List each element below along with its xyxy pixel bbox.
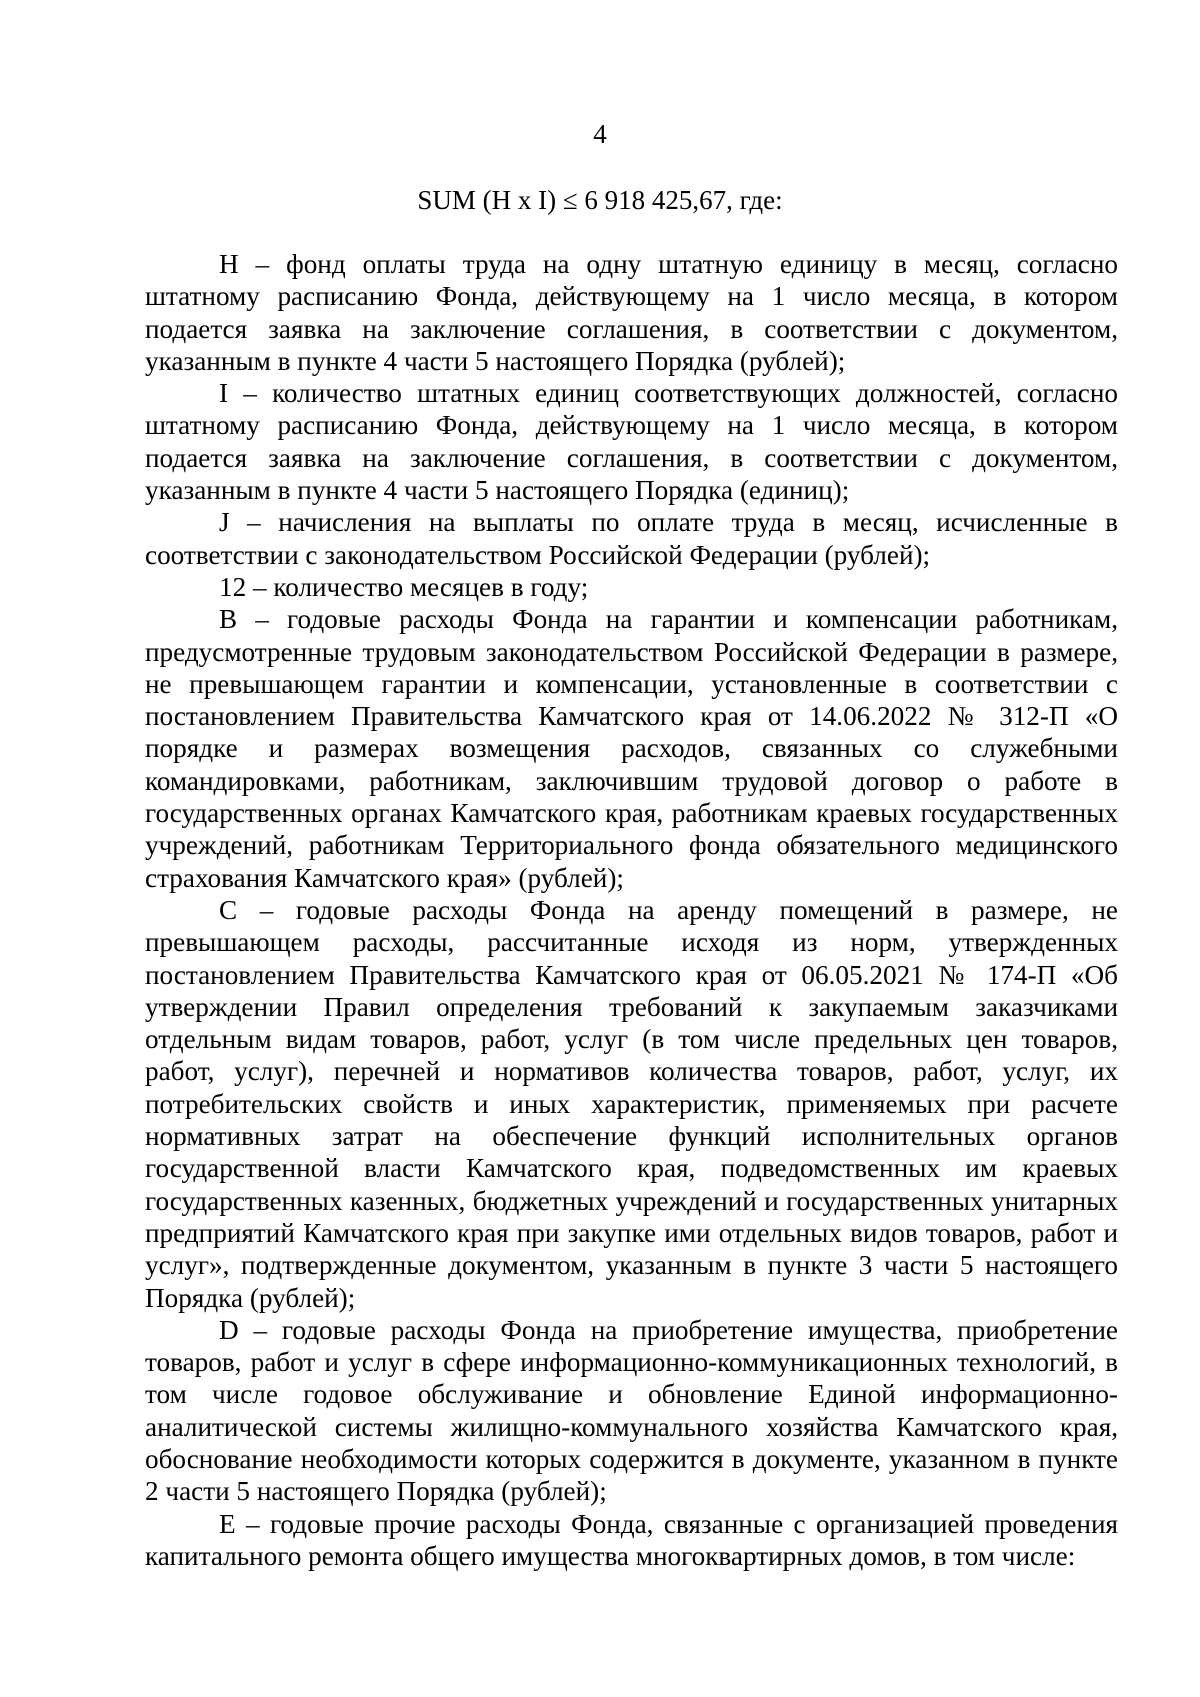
paragraph-c-definition: C – годовые расходы Фонда на аренду помещений в размере, не превышающем расходы, рассчитанные исходя из норм, утвержденных постановлением Правительства Камчатского края от 06.05.2021 № 174-П «Об утверждении Правил определения требований к закупаемым заказчиками отдельным видам товаров, работ, услуг (в том числе предельных цен товаров, работ, услуг), перечней и нормативов количества товаров, работ, услуг, их потребительских свойств и иных характеристик, применяемых при расчете нормативных затрат на обеспечение функций исполнительных органов государственной власти Камчатского края, подведомственных им краевых государственных казенных, бюджетных учреждений и государственных унитарных предприятий Камчатского края при закупке ими отдельных видов товаров, работ и услуг», подтвержденные документом, указанным в пункте 3 части 5 настоящего Порядка (рублей); <box>145 894 1118 1313</box>
paragraph-j-definition: J – начисления на выплаты по оплате труда в месяц, исчисленные в соответствии с законодательством Российской Федерации (рублей); <box>145 507 1118 570</box>
page-number: 4 <box>593 119 607 149</box>
formula-line: SUM (H x I) ≤ 6 918 425,67, где: <box>417 185 783 215</box>
paragraph-b-definition: B – годовые расходы Фонда на гарантии и компенсации работникам, предусмотренные трудовым законодательством Российской Федерации в размере, не превышающем гарантии и компенсации, установленные в соответствии с постановлением Правительства Камчатского края от 14.06.2022 № 312-П «О порядке и размерах возмещения расходов, связанных со служебными командировками, работникам, заключившим трудовой договор о работе в государственных органах Камчатского края, работникам краевых государственных учреждений, работникам Территориального фонда обязательного медицинского страхования Камчатского края» (рублей); <box>145 604 1118 893</box>
paragraph-12-definition: 12 – количество месяцев в году; <box>219 571 589 602</box>
paragraph-h-definition: H – фонд оплаты труда на одну штатную единицу в месяц, согласно штатному расписанию Фонда, действующему на 1 число месяца, в котором подается заявка на заключение соглашения, в соответствии с документом, указанным в пункте 4 части 5 настоящего Порядка (рублей); <box>145 249 1118 376</box>
document-body <box>145 248 1118 1572</box>
paragraph-e-definition: E – годовые прочие расходы Фонда, связанные с организацией проведения капитального ремонта общего имущества многоквартирных домов, в том числе: <box>145 1508 1118 1571</box>
paragraph-d-definition: D – годовые расходы Фонда на приобретение имущества, приобретение товаров, работ и услуг в сфере информационно-коммуникационных технологий, в том числе годовое обслуживание и обновление Единой информационно-аналитической системы жилищно-коммунального хозяйства Камчатского края, обоснование необходимости которых содержится в документе, указанном в пункте 2 части 5 настоящего Порядка (рублей); <box>145 1314 1118 1507</box>
paragraph-i-definition: I – количество штатных единиц соответствующих должностей, согласно штатному расписанию Фонда, действующему на 1 число месяца, в котором подается заявка на заключение соглашения, в соответствии с документом, указанным в пункте 4 части 5 настоящего Порядка (единиц); <box>145 378 1118 506</box>
